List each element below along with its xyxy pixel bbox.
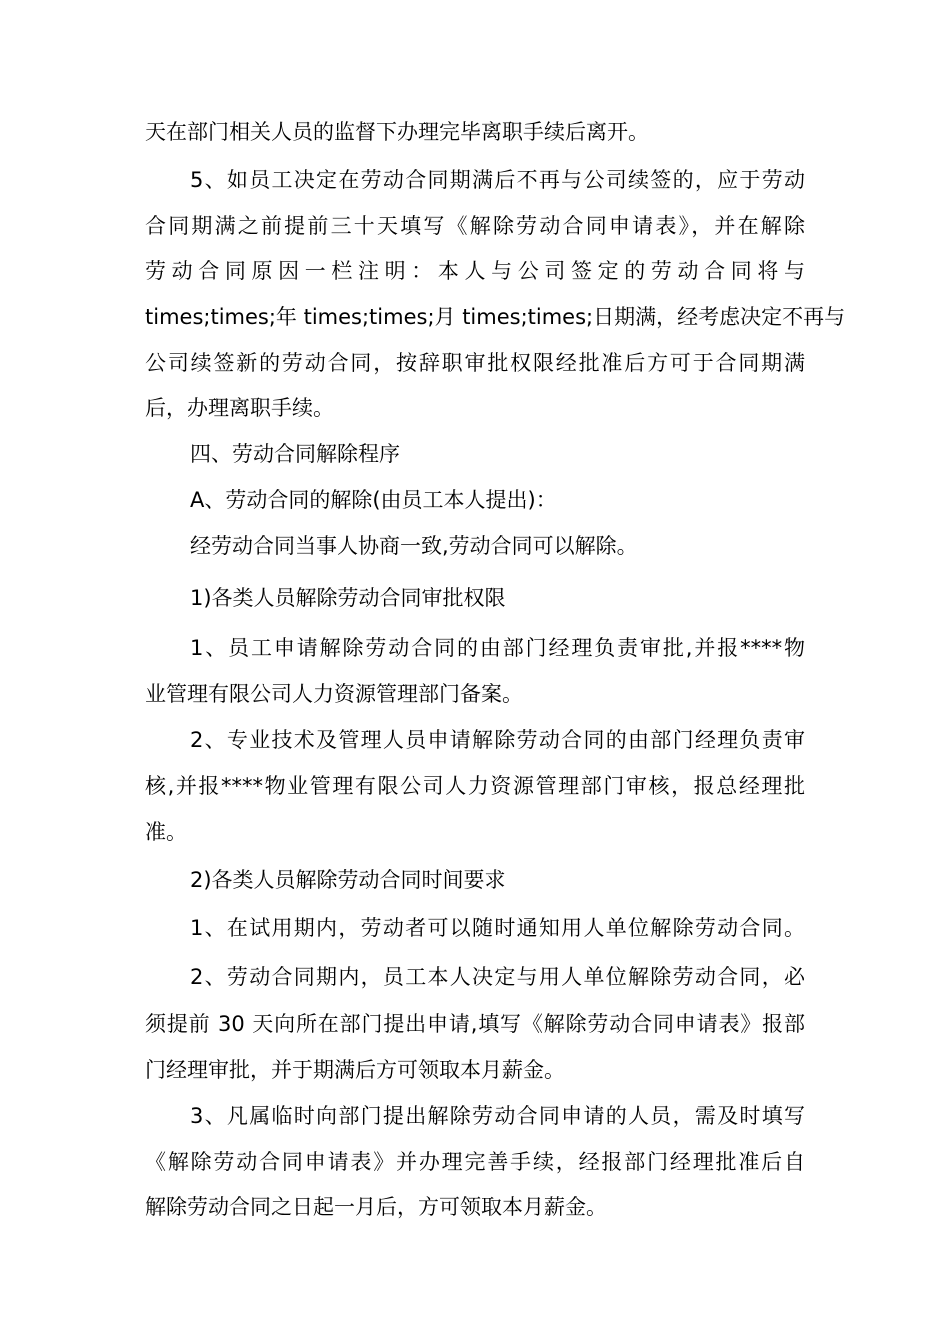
paragraph-line: 公司续签新的劳动合同，按辞职审批权限经批准后方可于合同期满 bbox=[145, 351, 805, 375]
paragraph-line: 3、凡属临时向部门提出解除劳动合同申请的人员，需及时填写 bbox=[190, 1104, 805, 1128]
paragraph-line: 业管理有限公司人力资源管理部门备案。 bbox=[145, 682, 523, 706]
paragraph-line: 1、员工申请解除劳动合同的由部门经理负责审批,并报****物 bbox=[190, 636, 805, 660]
paragraph-line: 1、在试用期内，劳动者可以随时通知用人单位解除劳动合同。 bbox=[190, 916, 805, 940]
paragraph-line: 门经理审批，并于期满后方可领取本月薪金。 bbox=[145, 1058, 565, 1082]
paragraph-line: 2、劳动合同期内，员工本人决定与用人单位解除劳动合同，必 bbox=[190, 965, 805, 989]
subsection-heading: 2)各类人员解除劳动合同时间要求 bbox=[190, 868, 506, 892]
paragraph-line: 经劳动合同当事人协商一致,劳动合同可以解除。 bbox=[190, 534, 638, 558]
paragraph-line: 合同期满之前提前三十天填写《解除劳动合同申请表》，并在解除 bbox=[145, 214, 805, 238]
paragraph-line: 后，办理离职手续。 bbox=[145, 396, 334, 420]
subsection-heading: A、劳动合同的解除(由员工本人提出)： bbox=[190, 488, 557, 512]
paragraph-line: times;times;年 times;times;月 times;times;日期满，经考虑决定不再与 bbox=[145, 305, 846, 329]
paragraph-line: 须提前 30 天向所在部门提出申请,填写《解除劳动合同申请表》报部 bbox=[145, 1012, 805, 1036]
paragraph-line: 准。 bbox=[145, 820, 187, 844]
paragraph-line: 5、如员工决定在劳动合同期满后不再与公司续签的，应于劳动 bbox=[190, 168, 805, 192]
paragraph-line: 天在部门相关人员的监督下办理完毕离职手续后离开。 bbox=[145, 120, 649, 144]
paragraph-line: 劳动合同原因一栏注明：本人与公司签定的劳动合同将与 bbox=[145, 259, 805, 283]
paragraph-line: 2、专业技术及管理人员申请解除劳动合同的由部门经理负责审 bbox=[190, 728, 805, 752]
paragraph-line: 核,并报****物业管理有限公司人力资源管理部门审核，报总经理批 bbox=[145, 774, 805, 798]
subsection-heading: 1)各类人员解除劳动合同审批权限 bbox=[190, 586, 506, 610]
paragraph-line: 解除劳动合同之日起一月后，方可领取本月薪金。 bbox=[145, 1195, 607, 1219]
paragraph-line: 《解除劳动合同申请表》并办理完善手续，经报部门经理批准后自 bbox=[145, 1150, 805, 1174]
section-heading: 四、劳动合同解除程序 bbox=[190, 442, 400, 466]
